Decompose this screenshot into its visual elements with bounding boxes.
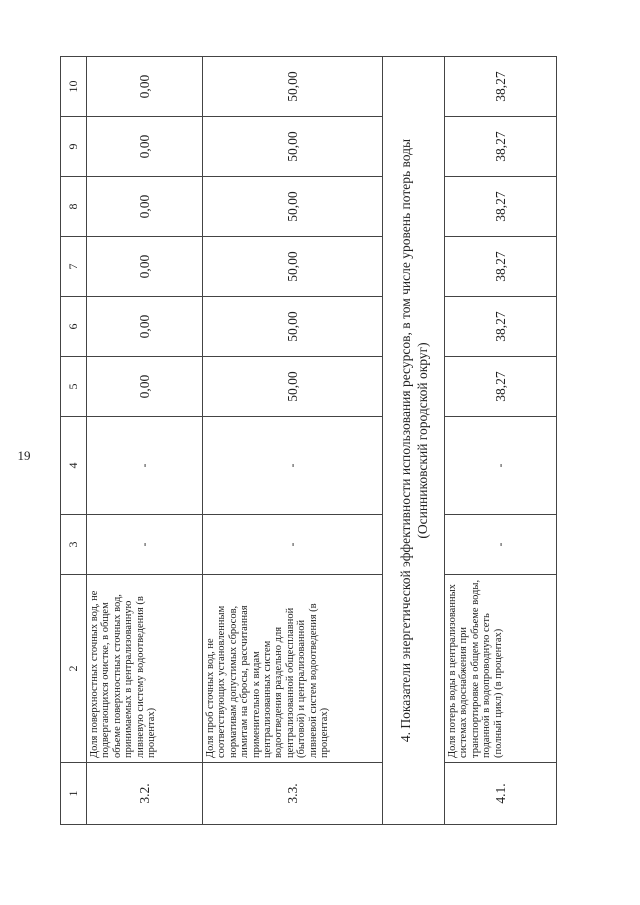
row-value: 38,27 (445, 117, 557, 177)
row-base: - (445, 417, 557, 515)
row-value: 38,27 (445, 177, 557, 237)
row-value: 0,00 (87, 117, 203, 177)
row-base: - (203, 417, 383, 515)
row-value: 38,27 (445, 357, 557, 417)
header-cell: 5 (61, 357, 87, 417)
row-unit: - (203, 515, 383, 575)
section-row (383, 57, 445, 825)
header-cell: 10 (61, 57, 87, 117)
section-heading (383, 57, 445, 825)
section-heading-line: 4. Показатели энергетической эффективности использования ресурсов, в том числе уровень потерь воды (397, 138, 413, 743)
row-code: 3.3. (203, 763, 383, 825)
row-unit: - (445, 515, 557, 575)
row-value: 50,00 (203, 297, 383, 357)
header-cell: 1 (61, 763, 87, 825)
section-heading-subtitle: (Осинниковский городской округ) (414, 342, 430, 539)
row-value: 50,00 (203, 237, 383, 297)
row-code: 4.1. (445, 763, 557, 825)
row-value: 0,00 (87, 177, 203, 237)
header-cell: 3 (61, 515, 87, 575)
row-value: 50,00 (203, 57, 383, 117)
row-unit: - (87, 515, 203, 575)
table-row (445, 57, 557, 825)
row-value: 0,00 (87, 357, 203, 417)
header-cell: 7 (61, 237, 87, 297)
row-value: 38,27 (445, 297, 557, 357)
row-value: 50,00 (203, 357, 383, 417)
header-cell: 8 (61, 177, 87, 237)
row-value: 0,00 (87, 297, 203, 357)
row-base: - (87, 417, 203, 515)
header-cell: 9 (61, 117, 87, 177)
row-value: 38,27 (445, 237, 557, 297)
header-cell: 2 (61, 575, 87, 763)
row-value: 0,00 (87, 237, 203, 297)
row-code: 3.2. (87, 763, 203, 825)
page-number: 19 (17, 448, 31, 463)
row-value: 0,00 (87, 57, 203, 117)
table-row (203, 57, 383, 825)
row-description: Доля поверхностных сточных вод, не подвергающихся очистке, в общем объеме поверхностных сточных вод, принимаемых в централизованную ливневую систему водоотведения (в процентах) (87, 575, 203, 763)
row-description: Доля проб сточных вод, не соответствующих установленным нормативам допустимых сбросов, лимитам на сбросы, рассчитанная применительно к видам централизованных систем водоотведения раздельно для централизованной общесплавной (бытовой) и централизованной ливневой систем водоотведения (в процентах) (203, 575, 383, 763)
row-description: Доля потерь воды в централизованных системах водоснабжения при транспортировке в общем объеме воды, поданной в водопроводную сеть (полный цикл) (в процентах) (445, 575, 557, 763)
row-value: 38,27 (445, 57, 557, 117)
row-value: 50,00 (203, 117, 383, 177)
indicators-table (60, 56, 557, 825)
table-row (87, 57, 203, 825)
header-cell: 6 (61, 297, 87, 357)
header-cell: 4 (61, 417, 87, 515)
header-row (61, 57, 87, 825)
row-value: 50,00 (203, 177, 383, 237)
